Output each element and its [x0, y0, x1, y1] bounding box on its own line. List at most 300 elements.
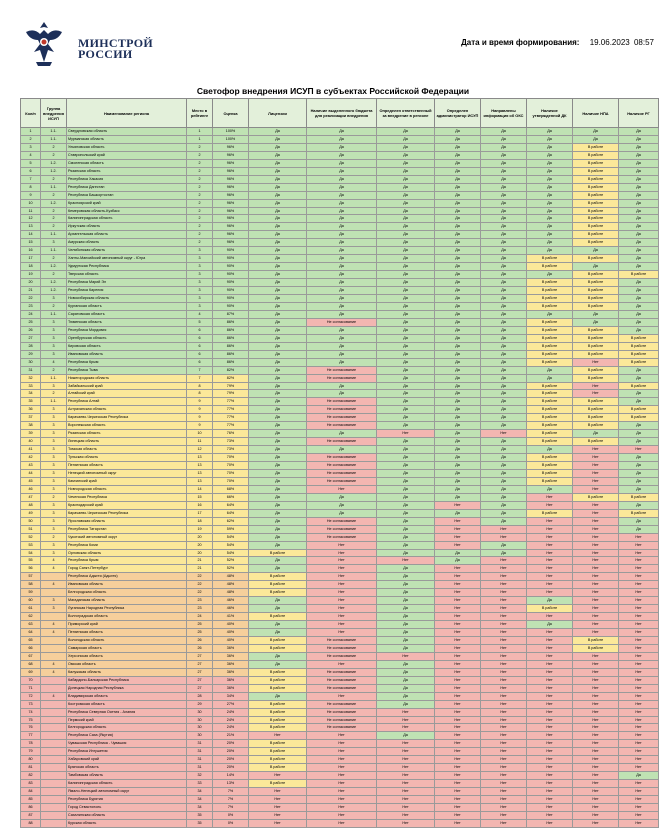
status-cell: Нет [527, 724, 573, 732]
status-cell: В работе [527, 438, 573, 446]
status-cell: В работе [249, 708, 307, 716]
status-cell: Да [527, 199, 573, 207]
region-name: Курская область [67, 819, 187, 827]
row-number: 13 [21, 223, 41, 231]
rating-place: 3 [187, 287, 213, 295]
rating-place: 2 [187, 159, 213, 167]
region-name: Пензенская область [67, 462, 187, 470]
status-cell: Нет [435, 613, 481, 621]
table-row [21, 509, 659, 517]
status-cell: Да [249, 366, 307, 374]
status-cell: Да [377, 318, 435, 326]
status-cell: Да [307, 207, 377, 215]
status-cell: Нет [619, 788, 659, 796]
status-cell: В работе [573, 159, 619, 167]
score: 77% [213, 398, 249, 406]
region-name: Ханты-Мансийский автономный округ - Югра [67, 255, 187, 263]
row-number: 47 [21, 493, 41, 501]
status-cell: Нет [249, 788, 307, 796]
status-cell: Да [619, 501, 659, 509]
rating-place: 6 [187, 334, 213, 342]
status-cell: Да [573, 430, 619, 438]
rating-place: 22 [187, 573, 213, 581]
rating-place: 8 [187, 390, 213, 398]
status-cell: Да [435, 438, 481, 446]
status-cell: Нет [573, 788, 619, 796]
status-cell: В работе [527, 358, 573, 366]
status-cell: Да [249, 629, 307, 637]
region-name: Тверская область [67, 271, 187, 279]
status-cell: Да [527, 239, 573, 247]
row-number: 39 [21, 430, 41, 438]
column-header: Наличие РГ [619, 99, 659, 128]
region-name: Республика Крым [67, 557, 187, 565]
score: 90% [213, 279, 249, 287]
row-group: 3 [41, 422, 67, 430]
table-row [21, 462, 659, 470]
status-cell: Нет [573, 764, 619, 772]
status-cell: В работе [573, 398, 619, 406]
rating-place: 6 [187, 358, 213, 366]
status-cell: Да [619, 422, 659, 430]
row-number: 56 [21, 565, 41, 573]
status-cell: Да [249, 454, 307, 462]
status-cell: В работе [527, 350, 573, 358]
row-number: 78 [21, 740, 41, 748]
score: 96% [213, 215, 249, 223]
status-cell: Не согласование [307, 652, 377, 660]
status-cell: Да [435, 485, 481, 493]
row-number: 9 [21, 191, 41, 199]
column-header: Наличие НПА [573, 99, 619, 128]
status-cell: Нет [435, 692, 481, 700]
rating-place: 2 [187, 215, 213, 223]
status-cell: Да [481, 231, 527, 239]
status-cell: Нет [481, 708, 527, 716]
rating-place: 7 [187, 374, 213, 382]
rating-place: 32 [187, 772, 213, 780]
region-name: Хабаровский край [67, 756, 187, 764]
score: 0% [213, 811, 249, 819]
status-cell: Да [249, 143, 307, 151]
row-group: 1.1. [41, 247, 67, 255]
score: 36% [213, 660, 249, 668]
status-cell: Нет [481, 724, 527, 732]
status-cell: Да [619, 215, 659, 223]
status-cell: Да [619, 167, 659, 175]
status-cell: В работе [573, 414, 619, 422]
table-row [21, 175, 659, 183]
row-number: 2 [21, 135, 41, 143]
score: 48% [213, 589, 249, 597]
status-cell: Да [527, 191, 573, 199]
rating-place: 6 [187, 342, 213, 350]
rating-place: 20 [187, 541, 213, 549]
status-cell: Да [619, 207, 659, 215]
status-cell: Нет [307, 811, 377, 819]
status-cell: Да [377, 287, 435, 295]
row-number: 3 [21, 143, 41, 151]
score: 96% [213, 199, 249, 207]
row-number: 34 [21, 390, 41, 398]
status-cell: Да [377, 271, 435, 279]
row-number: 49 [21, 509, 41, 517]
table-row [21, 469, 659, 477]
status-cell: Нет [619, 621, 659, 629]
status-cell: Нет [527, 557, 573, 565]
status-cell: Да [619, 175, 659, 183]
row-number: 33 [21, 382, 41, 390]
region-name: Калининградская область [67, 780, 187, 788]
status-cell: Да [481, 318, 527, 326]
status-cell: Нет [435, 716, 481, 724]
row-number: 74 [21, 708, 41, 716]
status-cell: В работе [527, 318, 573, 326]
status-cell: Нет [307, 605, 377, 613]
table-row [21, 788, 659, 796]
row-group: 1.2. [41, 199, 67, 207]
status-cell: Да [435, 318, 481, 326]
status-cell: Да [527, 485, 573, 493]
status-cell: В работе [249, 637, 307, 645]
status-cell: В работе [527, 334, 573, 342]
score: 96% [213, 175, 249, 183]
table-row [21, 255, 659, 263]
table-row [21, 517, 659, 525]
row-group: 1.2. [41, 287, 67, 295]
status-cell: Нет [435, 748, 481, 756]
row-group: 3 [41, 430, 67, 438]
row-group: 3 [41, 382, 67, 390]
region-name: Республика Хакасия [67, 175, 187, 183]
region-name: Республика Адыгея (Адыгея) [67, 573, 187, 581]
score: 86% [213, 326, 249, 334]
row-group: 1.1. [41, 374, 67, 382]
score: 77% [213, 422, 249, 430]
status-cell: В работе [249, 549, 307, 557]
status-cell: Да [377, 295, 435, 303]
status-cell: Нет [527, 676, 573, 684]
score: 86% [213, 350, 249, 358]
status-cell: Нет [377, 780, 435, 788]
region-name: Ненецкий автономный округ [67, 469, 187, 477]
status-cell: В работе [249, 589, 307, 597]
table-row [21, 374, 659, 382]
status-cell: В работе [573, 143, 619, 151]
region-name: Оренбургская область [67, 334, 187, 342]
region-name: Республика Дагестан [67, 183, 187, 191]
status-cell: В работе [619, 334, 659, 342]
region-name: Чеченская Республика [67, 493, 187, 501]
region-name: Республика Башкортостан [67, 191, 187, 199]
row-group: 4 [41, 692, 67, 700]
status-cell: Да [377, 128, 435, 136]
status-cell: Да [619, 525, 659, 533]
table-row [21, 549, 659, 557]
status-cell: Да [527, 159, 573, 167]
status-cell: Нет [527, 549, 573, 557]
status-cell: Нет [481, 788, 527, 796]
region-name: Калужская область [67, 668, 187, 676]
status-cell: Да [481, 501, 527, 509]
status-cell: Да [307, 263, 377, 271]
status-cell: Да [435, 374, 481, 382]
status-cell: Да [481, 326, 527, 334]
status-cell: Да [435, 175, 481, 183]
status-cell: Нет [307, 756, 377, 764]
status-cell: Нет [481, 811, 527, 819]
table-row [21, 660, 659, 668]
status-cell: Нет [435, 589, 481, 597]
row-group: 3 [41, 334, 67, 342]
row-group: 3 [41, 295, 67, 303]
status-cell: В работе [573, 231, 619, 239]
status-cell: Не согласование [307, 708, 377, 716]
rating-place: 31 [187, 740, 213, 748]
row-number: 31 [21, 366, 41, 374]
status-cell: Нет [435, 732, 481, 740]
status-cell: Да [307, 358, 377, 366]
status-cell: Да [377, 676, 435, 684]
status-cell: Нет [527, 772, 573, 780]
row-number: 81 [21, 764, 41, 772]
status-cell: В работе [527, 255, 573, 263]
status-cell: Да [377, 581, 435, 589]
score: 96% [213, 207, 249, 215]
status-cell: Нет [435, 581, 481, 589]
rating-place: 2 [187, 143, 213, 151]
status-cell: Нет [619, 581, 659, 589]
score: 73% [213, 446, 249, 454]
region-name: Кемеровская область-Кузбасс [67, 207, 187, 215]
row-group: 4 [41, 581, 67, 589]
rating-place: 14 [187, 485, 213, 493]
status-cell: Нет [377, 756, 435, 764]
rating-place: 31 [187, 764, 213, 772]
region-name: Республика Мордовия [67, 326, 187, 334]
column-header: Определен администратор ИСУП [435, 99, 481, 128]
status-cell: Нет [435, 740, 481, 748]
status-cell: Не согласование [307, 469, 377, 477]
status-cell: Да [377, 390, 435, 398]
rating-place: 15 [187, 493, 213, 501]
status-cell: В работе [249, 581, 307, 589]
table-row [21, 366, 659, 374]
row-group [41, 811, 67, 819]
status-cell: Да [249, 255, 307, 263]
row-number: 57 [21, 573, 41, 581]
row-group: 3 [41, 469, 67, 477]
table-row [21, 684, 659, 692]
status-cell: Да [435, 549, 481, 557]
table-row [21, 326, 659, 334]
row-group: 3 [41, 406, 67, 414]
score: 20% [213, 756, 249, 764]
score: 36% [213, 684, 249, 692]
table-row [21, 637, 659, 645]
rating-place: 13 [187, 469, 213, 477]
region-name: Ямало-Ненецкий автономный округ [67, 788, 187, 796]
region-name: Республика Северная Осетия - Алания [67, 708, 187, 716]
status-cell: Да [619, 295, 659, 303]
status-cell: Да [249, 279, 307, 287]
row-number: 72 [21, 692, 41, 700]
row-number: 55 [21, 557, 41, 565]
status-cell: Да [307, 247, 377, 255]
score: 13% [213, 780, 249, 788]
status-cell: Нет [481, 557, 527, 565]
rating-place: 9 [187, 406, 213, 414]
status-cell: Нет [307, 660, 377, 668]
status-cell: Нет [527, 629, 573, 637]
table-row [21, 414, 659, 422]
status-cell: Нет [573, 700, 619, 708]
rating-place: 31 [187, 748, 213, 756]
status-cell: Да [435, 295, 481, 303]
status-cell: Да [619, 326, 659, 334]
generation-datetime [461, 38, 654, 47]
rating-place: 5 [187, 318, 213, 326]
status-cell: В работе [249, 668, 307, 676]
status-cell: Да [377, 414, 435, 422]
status-cell: Да [249, 430, 307, 438]
status-cell: Да [619, 438, 659, 446]
score: 90% [213, 271, 249, 279]
status-cell: Да [307, 287, 377, 295]
status-cell: Да [619, 477, 659, 485]
status-cell: Нет [377, 652, 435, 660]
row-group [41, 748, 67, 756]
table-row [21, 621, 659, 629]
status-cell: Нет [619, 740, 659, 748]
status-cell: Да [435, 469, 481, 477]
status-cell: Да [435, 255, 481, 263]
status-cell: Да [527, 597, 573, 605]
region-name: Ставропольский край [67, 151, 187, 159]
score: 20% [213, 748, 249, 756]
row-group [41, 613, 67, 621]
table-row [21, 446, 659, 454]
rating-place: 13 [187, 477, 213, 485]
status-cell: Нет [527, 764, 573, 772]
region-name: Амурская область [67, 239, 187, 247]
region-name: Республика Марий Эл [67, 279, 187, 287]
row-number: 73 [21, 700, 41, 708]
status-cell: Да [435, 477, 481, 485]
status-cell: Да [307, 342, 377, 350]
row-group [41, 764, 67, 772]
row-number: 8 [21, 183, 41, 191]
region-name: Луганская Народная Республика [67, 605, 187, 613]
row-number: 28 [21, 342, 41, 350]
status-cell: Да [619, 151, 659, 159]
rating-place: 6 [187, 350, 213, 358]
rating-place: 30 [187, 732, 213, 740]
status-cell: Нет [435, 764, 481, 772]
status-cell: Да [481, 255, 527, 263]
status-cell: В работе [527, 509, 573, 517]
status-cell: Нет [619, 446, 659, 454]
rating-place: 23 [187, 605, 213, 613]
score: 54% [213, 549, 249, 557]
status-cell: В работе [573, 326, 619, 334]
status-cell: Да [435, 263, 481, 271]
row-number: 88 [21, 819, 41, 827]
table-row [21, 772, 659, 780]
ministry-emblem-icon [20, 18, 68, 68]
status-cell: Да [377, 422, 435, 430]
rating-place: 27 [187, 676, 213, 684]
status-cell: Да [435, 231, 481, 239]
status-cell: Да [481, 143, 527, 151]
row-group: 2 [41, 302, 67, 310]
status-cell: Да [481, 279, 527, 287]
row-group: 1.2. [41, 263, 67, 271]
status-cell: Да [527, 183, 573, 191]
status-cell: Нет [527, 716, 573, 724]
row-group: 2 [41, 175, 67, 183]
status-cell: Нет [481, 819, 527, 827]
status-cell: Да [527, 135, 573, 143]
row-group: 3 [41, 509, 67, 517]
status-cell: Нет [619, 660, 659, 668]
row-group: 3 [41, 446, 67, 454]
status-cell: В работе [573, 334, 619, 342]
status-cell: Нет [619, 605, 659, 613]
status-cell: В работе [249, 613, 307, 621]
status-cell: Да [481, 135, 527, 143]
row-number: 7 [21, 175, 41, 183]
rating-place: 27 [187, 660, 213, 668]
rating-place: 22 [187, 581, 213, 589]
status-cell: Нет [573, 358, 619, 366]
status-cell: Да [249, 271, 307, 279]
row-number: 70 [21, 676, 41, 684]
status-cell: Да [249, 477, 307, 485]
region-name: Республика Тыва [67, 366, 187, 374]
score: 24% [213, 716, 249, 724]
table-row [21, 485, 659, 493]
status-cell: Да [377, 247, 435, 255]
status-cell: Нет [435, 700, 481, 708]
status-cell: Нет [527, 652, 573, 660]
status-cell: Нет [481, 676, 527, 684]
page-header [0, 0, 666, 84]
row-group: 2 [41, 493, 67, 501]
status-cell: Да [619, 231, 659, 239]
status-cell: Да [435, 326, 481, 334]
table-row [21, 756, 659, 764]
rating-place: 9 [187, 422, 213, 430]
status-cell: В работе [527, 382, 573, 390]
status-cell: Нет [527, 493, 573, 501]
status-cell: Нет [619, 589, 659, 597]
status-cell: Да [481, 382, 527, 390]
status-cell: Да [249, 215, 307, 223]
status-cell: Нет [307, 772, 377, 780]
score: 40% [213, 637, 249, 645]
score: 46% [213, 605, 249, 613]
row-number: 80 [21, 756, 41, 764]
status-cell: Нет [573, 509, 619, 517]
table-row [21, 589, 659, 597]
status-cell: Не согласование [307, 517, 377, 525]
row-group: 1.1. [41, 231, 67, 239]
row-group [41, 708, 67, 716]
row-group: 3 [41, 605, 67, 613]
status-cell: Да [619, 239, 659, 247]
status-cell: В работе [527, 263, 573, 271]
